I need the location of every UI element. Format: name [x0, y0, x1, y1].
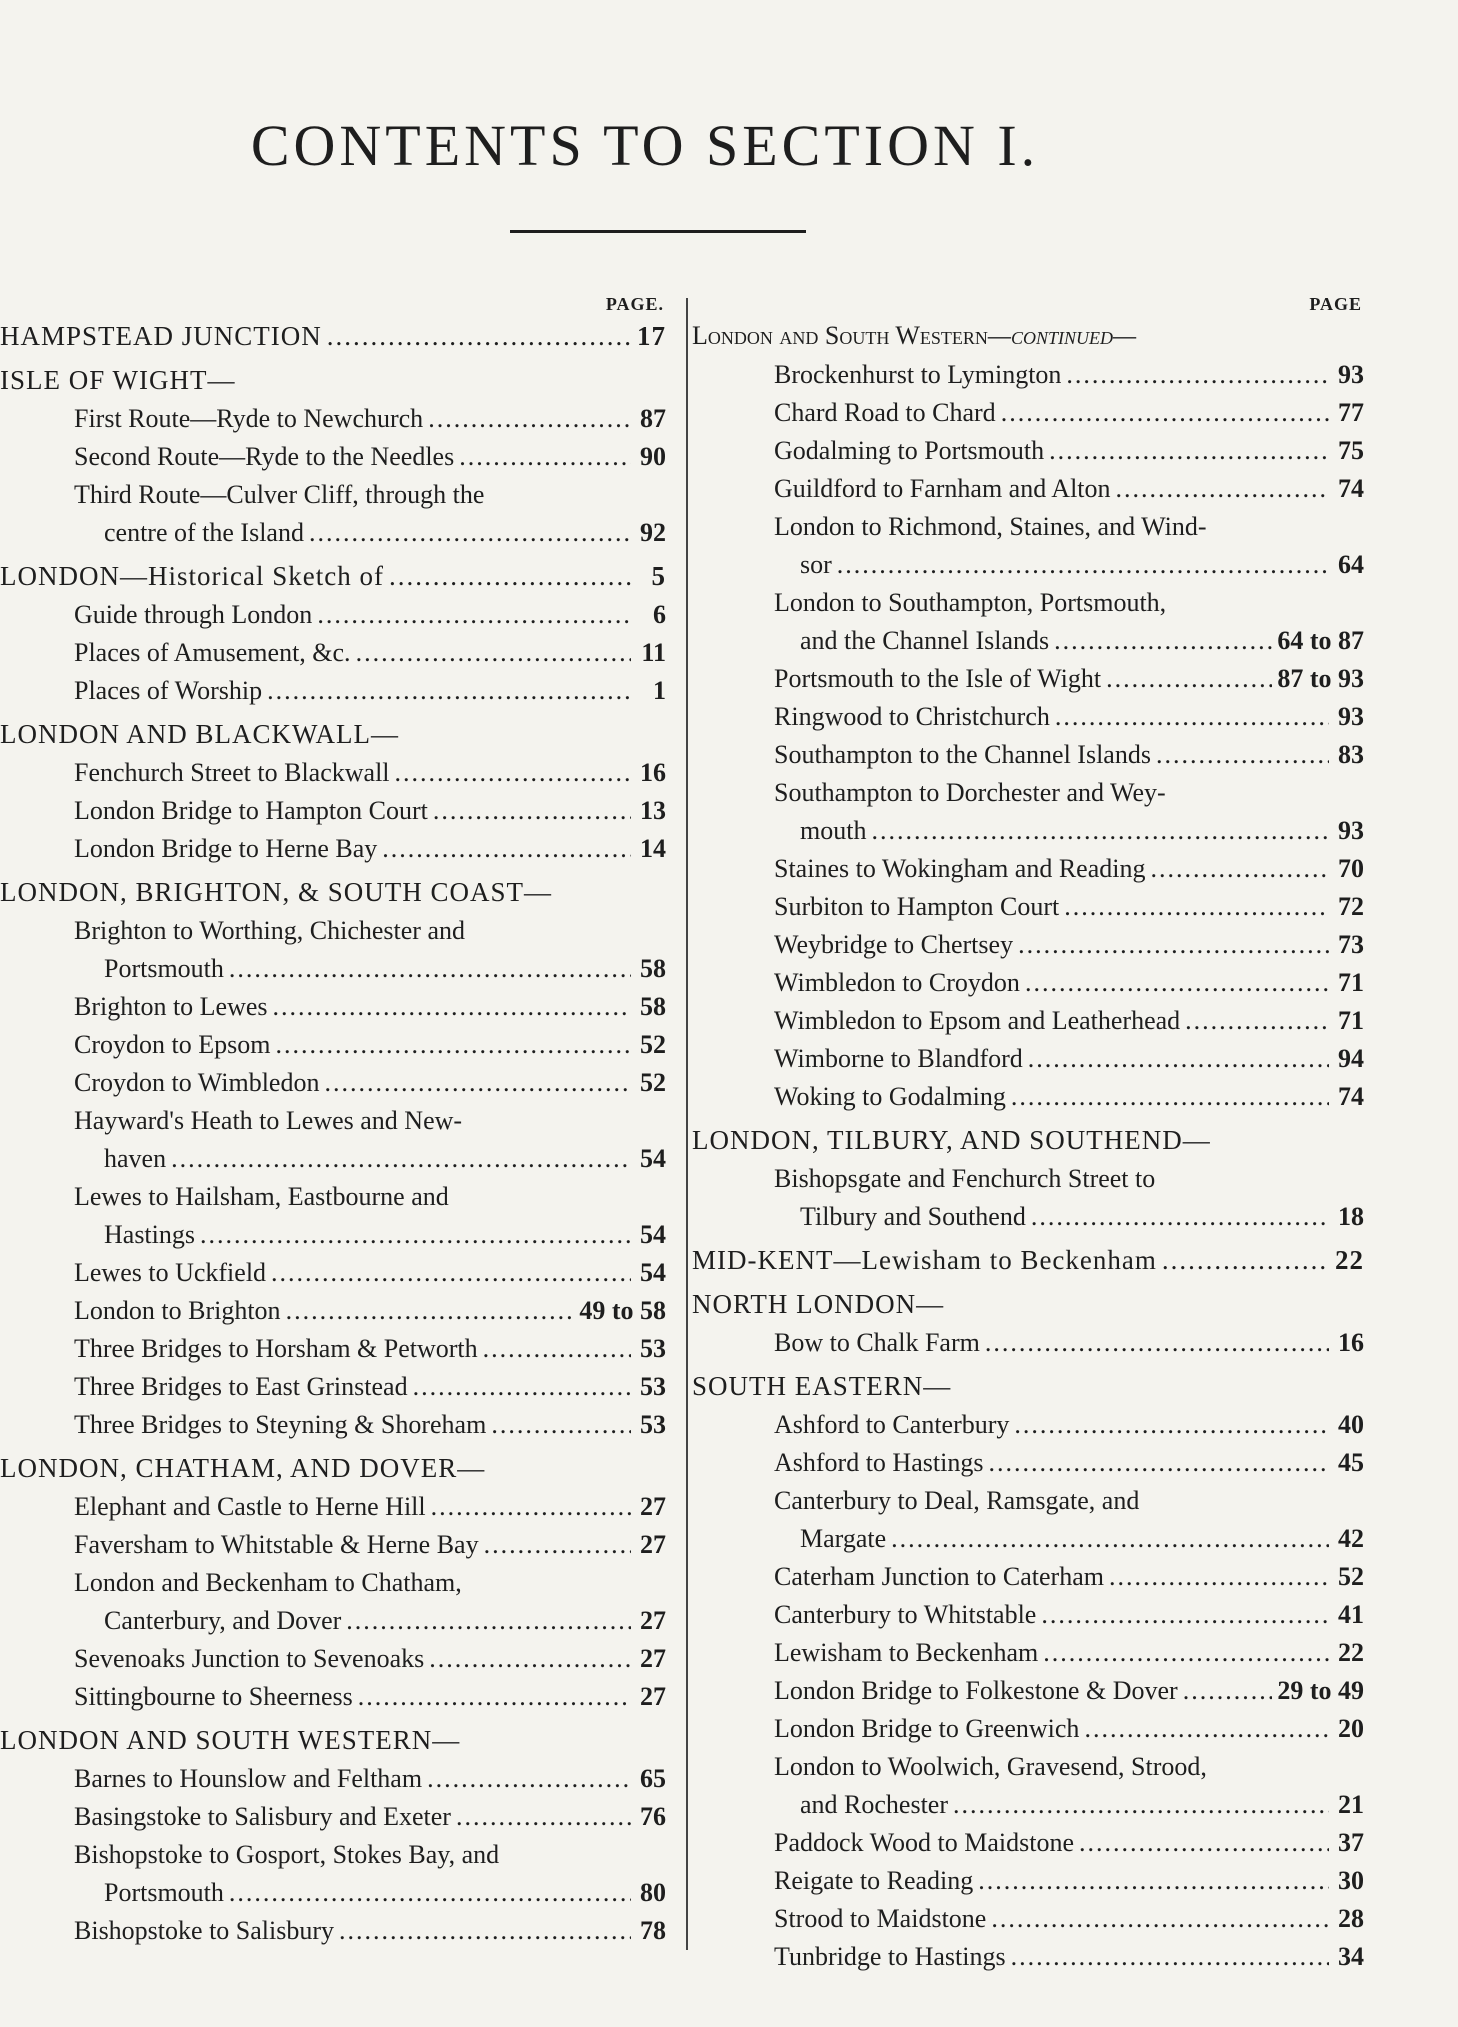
page-number: 71: [1338, 1006, 1364, 1035]
section-heading: [692, 1240, 1364, 1280]
dot-leader: [358, 1678, 631, 1716]
toc-entry: [692, 356, 1364, 394]
entry-label: Second Route—Ryde to the Needles: [74, 442, 455, 471]
entry-label: Basingstoke to Salisbury and Exeter: [74, 1802, 451, 1831]
entry-label: and the Channel Islands: [800, 626, 1050, 655]
section-heading-text: LONDON AND SOUTH WESTERN—: [0, 1725, 461, 1755]
entry-label: Guide through London: [74, 600, 313, 629]
entry-label: Caterham Junction to Caterham: [774, 1562, 1104, 1591]
dot-leader: [456, 1798, 631, 1836]
page-number: 71: [1338, 968, 1364, 997]
section-heading-text: ISLE OF WIGHT—: [0, 365, 236, 395]
entry-line: Southampton to Dorchester and Wey-: [774, 778, 1166, 807]
page-number: 16: [640, 758, 666, 787]
toc-entry: [0, 1526, 666, 1564]
entry-label: mouth: [800, 816, 867, 845]
toc-entry: [0, 438, 666, 476]
toc-entry: [0, 596, 666, 634]
toc-entry: [0, 1292, 666, 1330]
dot-leader: [491, 1406, 631, 1444]
dot-leader: [428, 400, 631, 438]
dot-leader: [991, 1900, 1329, 1938]
dot-leader: [1055, 698, 1329, 736]
entry-label: Tilbury and Southend: [800, 1202, 1026, 1231]
page-number: 78: [640, 1916, 666, 1945]
entry-line: London to Southampton, Portsmouth,: [774, 588, 1167, 617]
toc-entry: [0, 792, 666, 830]
section-heading-text: SOUTH EASTERN—: [692, 1371, 952, 1401]
dot-leader: [309, 514, 631, 552]
entry-label: First Route—Ryde to Newchurch: [74, 404, 424, 433]
entry-label: Strood to Maidstone: [774, 1904, 987, 1933]
page-number: 22: [1338, 1638, 1364, 1667]
page-title: CONTENTS TO SECTION I.: [250, 113, 1040, 178]
page-number: 87 to 93: [1277, 664, 1364, 693]
toc-entry: [692, 394, 1364, 432]
entry-line: Third Route—Culver Cliff, through the: [74, 480, 485, 509]
entry-label: Places of Worship: [74, 676, 263, 705]
dot-leader: [1162, 1240, 1329, 1280]
page-number: 54: [640, 1220, 666, 1249]
entry-line: Lewes to Hailsham, Eastbourne and: [74, 1182, 449, 1211]
dot-leader: [339, 1912, 631, 1950]
toc-entry: [0, 1760, 666, 1798]
entry-label: Sevenoaks Junction to Sevenoaks: [74, 1644, 425, 1673]
dot-leader: [1043, 1634, 1329, 1672]
page-number: 87: [640, 404, 666, 433]
entry-label: Staines to Wokingham and Reading: [774, 854, 1146, 883]
toc-entry: [692, 1900, 1364, 1938]
dot-leader: [1054, 622, 1272, 660]
page-number: 16: [1338, 1328, 1364, 1357]
section-heading-text: LONDON, CHATHAM, AND DOVER—: [0, 1453, 486, 1483]
dot-leader: [1041, 1596, 1329, 1634]
toc-entry: [0, 1406, 666, 1444]
page-number: 58: [640, 954, 666, 983]
toc-entry: [692, 1324, 1364, 1362]
toc-entry: [0, 1064, 666, 1102]
section-heading-text: LONDON, BRIGHTON, & SOUTH COAST—: [0, 877, 553, 907]
page-number: 83: [1338, 740, 1364, 769]
entry-label: Bow to Chalk Farm: [774, 1328, 980, 1357]
page-number: 27: [640, 1606, 666, 1635]
entry-line: Bishopstoke to Gosport, Stokes Bay, and: [74, 1840, 500, 1869]
toc-entry: [692, 470, 1364, 508]
toc-entry: [692, 1558, 1364, 1596]
dot-leader: [1018, 926, 1329, 964]
page-number: 37: [1338, 1828, 1364, 1857]
page-number: 29 to 49: [1277, 1676, 1364, 1705]
dot-leader: [275, 1026, 631, 1064]
dot-leader: [229, 1874, 631, 1912]
entry-label: Croydon to Epsom: [74, 1030, 271, 1059]
entry-label: Brockenhurst to Lymington: [774, 360, 1062, 389]
toc-entry: [692, 1938, 1364, 1976]
entry-label: Weybridge to Chertsey: [774, 930, 1014, 959]
page-number: 27: [640, 1682, 666, 1711]
dot-leader: [267, 672, 631, 710]
page-number: 45: [1338, 1448, 1364, 1477]
section-heading-text: NORTH LONDON—: [692, 1289, 945, 1319]
dot-leader: [1031, 1198, 1329, 1236]
entry-label: Portsmouth to the Isle of Wight: [774, 664, 1102, 693]
page-number: 64: [1338, 550, 1364, 579]
section-heading: [692, 1284, 1364, 1324]
toc-entry: [0, 1912, 666, 1950]
toc-entry: [692, 698, 1364, 736]
toc-entry: [0, 754, 666, 792]
entry-label: Surbiton to Hampton Court: [774, 892, 1060, 921]
dot-leader: [1106, 660, 1272, 698]
entry-label: Three Bridges to Horsham & Petworth: [74, 1334, 478, 1363]
page-number: 27: [640, 1644, 666, 1673]
dot-leader: [431, 1488, 631, 1526]
dot-leader: [356, 634, 631, 672]
entry-label: Faversham to Whitstable & Herne Bay: [74, 1530, 479, 1559]
dot-leader: [1066, 356, 1329, 394]
toc-entry: [0, 1874, 666, 1912]
page-number: 42: [1338, 1524, 1364, 1553]
entry-line: Brighton to Worthing, Chichester and: [74, 916, 465, 945]
dot-leader: [1116, 470, 1329, 508]
section-heading: [692, 1366, 1364, 1406]
entry-label: Wimbledon to Croydon: [774, 968, 1020, 997]
dot-leader: [413, 1368, 631, 1406]
entry-label: sor: [800, 550, 832, 579]
dot-leader: [171, 1140, 631, 1178]
entry-label: Ashford to Hastings: [774, 1448, 984, 1477]
page-number: 64 to 87: [1277, 626, 1364, 655]
section-heading-continued: —continued—: [987, 321, 1137, 350]
section-heading: [0, 872, 666, 912]
toc-entry: [692, 1710, 1364, 1748]
toc-entry: [0, 1678, 666, 1716]
page-number: 74: [1338, 474, 1364, 503]
entry-label: Barnes to Hounslow and Feltham: [74, 1764, 423, 1793]
toc-entry: [692, 660, 1364, 698]
dot-leader: [837, 546, 1329, 584]
dot-leader: [1151, 850, 1330, 888]
page-column-label: PAGE: [1309, 294, 1362, 314]
page-number: 92: [640, 518, 666, 547]
toc-entry: [692, 1444, 1364, 1482]
page-number: 52: [640, 1030, 666, 1059]
entry-label: Margate: [800, 1524, 887, 1553]
entry-label: Godalming to Portsmouth: [774, 436, 1045, 465]
page-number: 27: [640, 1530, 666, 1559]
entry-label: Croydon to Wimbledon: [74, 1068, 320, 1097]
entry-label: Elephant and Castle to Herne Hill: [74, 1492, 426, 1521]
dot-leader: [985, 1324, 1329, 1362]
entry-label: and Rochester: [800, 1790, 949, 1819]
page-number: 11: [641, 638, 666, 667]
entry-label: Three Bridges to Steyning & Shoreham: [74, 1410, 487, 1439]
entry-line: Bishopsgate and Fenchurch Street to: [774, 1164, 1156, 1193]
page-number: 49 to 58: [579, 1296, 666, 1325]
toc-entry: [692, 1824, 1364, 1862]
entry-label: Places of Amusement, &c.: [74, 638, 351, 667]
page-number: 73: [1338, 930, 1364, 959]
dot-leader: [327, 316, 631, 356]
toc-entry: [692, 850, 1364, 888]
entry-line: Canterbury to Deal, Ramsgate, and: [774, 1486, 1140, 1515]
page-number: 75: [1338, 436, 1364, 465]
section-heading: [692, 1120, 1364, 1160]
page-number: 1: [653, 676, 666, 705]
entry-label: centre of the Island: [104, 518, 304, 547]
toc-entry: [692, 888, 1364, 926]
toc-entry: [692, 926, 1364, 964]
dot-leader: [286, 1292, 575, 1330]
page-number: 21: [1338, 1790, 1364, 1819]
page-number: 70: [1338, 854, 1364, 883]
toc-entry: [692, 432, 1364, 470]
toc-entry: [0, 950, 666, 988]
toc-entry: [0, 1798, 666, 1836]
entry-label: Lewes to Uckfield: [74, 1258, 267, 1287]
entry-label: Southampton to the Channel Islands: [774, 740, 1151, 769]
dot-leader: [483, 1330, 631, 1368]
page-number: 74: [1338, 1082, 1364, 1111]
toc-entry: [692, 964, 1364, 1002]
toc-entry: [692, 1198, 1364, 1236]
entry-label: Chard Road to Chard: [774, 398, 996, 427]
section-heading: [0, 556, 666, 596]
entry-label: Guildford to Farnham and Alton: [774, 474, 1111, 503]
section-heading-text: LONDON AND BLACKWALL—: [0, 719, 399, 749]
toc-entry: [0, 672, 666, 710]
page-number: 13: [640, 796, 666, 825]
toc-entry: [0, 400, 666, 438]
dot-leader: [1028, 1040, 1329, 1078]
page-number: 54: [640, 1144, 666, 1173]
right-column: [692, 292, 1364, 1976]
dot-leader: [427, 1760, 631, 1798]
page-number: 53: [640, 1334, 666, 1363]
entry-label: Brighton to Lewes: [74, 992, 268, 1021]
dot-leader: [1025, 964, 1329, 1002]
toc-entry: [692, 1406, 1364, 1444]
toc-entry: [692, 1596, 1364, 1634]
entry-label: Canterbury to Whitstable: [774, 1600, 1037, 1629]
entry-label: London Bridge to Herne Bay: [74, 834, 378, 863]
entry-line: London and Beckenham to Chatham,: [74, 1568, 462, 1597]
page-number: 30: [1338, 1866, 1364, 1895]
page-number: 77: [1338, 398, 1364, 427]
entry-label: MID-KENT—Lewisham to Beckenham: [692, 1245, 1157, 1275]
page-number: 28: [1338, 1904, 1364, 1933]
toc-entry: [692, 1040, 1364, 1078]
dot-leader: [389, 556, 631, 596]
page-number: 17: [637, 321, 666, 351]
dot-leader: [1064, 888, 1329, 926]
dot-leader: [1049, 432, 1329, 470]
entry-label: London Bridge to Folkestone & Dover: [774, 1676, 1178, 1705]
page-number: 76: [640, 1802, 666, 1831]
section-heading: [0, 1448, 666, 1488]
page-number: 52: [640, 1068, 666, 1097]
page-number: 27: [640, 1492, 666, 1521]
entry-label: Wimborne to Blandford: [774, 1044, 1023, 1073]
page-number: 53: [640, 1372, 666, 1401]
page-number: 94: [1338, 1044, 1364, 1073]
entry-label: LONDON—Historical Sketch of: [0, 561, 384, 591]
page-number: 41: [1338, 1600, 1364, 1629]
page-number: 40: [1338, 1410, 1364, 1439]
dot-leader: [273, 988, 631, 1026]
page-number: 90: [640, 442, 666, 471]
toc-entry: [692, 1078, 1364, 1116]
dot-leader: [346, 1602, 631, 1640]
page-column-label: PAGE.: [605, 294, 664, 314]
dot-leader: [317, 596, 631, 634]
toc-entry: [0, 1026, 666, 1064]
section-heading: [0, 360, 666, 400]
section-heading: [0, 1720, 666, 1760]
page-number: 6: [653, 600, 666, 629]
dot-leader: [988, 1444, 1329, 1482]
page-number: 34: [1338, 1942, 1364, 1971]
dot-leader: [1156, 736, 1329, 774]
entry-label: Ashford to Canterbury: [774, 1410, 1010, 1439]
page-number: 93: [1338, 816, 1364, 845]
toc-entry: [0, 1368, 666, 1406]
page-number: 93: [1338, 702, 1364, 731]
page-number: 18: [1338, 1202, 1364, 1231]
entry-label: Sittingbourne to Sheerness: [74, 1682, 353, 1711]
section-heading-text: LONDON, TILBURY, AND SOUTHEND—: [692, 1125, 1211, 1155]
entry-line: London to Woolwich, Gravesend, Strood,: [774, 1752, 1207, 1781]
toc-entry: [692, 622, 1364, 660]
toc-entry: [0, 1640, 666, 1678]
dot-leader: [871, 812, 1329, 850]
dot-leader: [271, 1254, 631, 1292]
dot-leader: [1011, 1078, 1329, 1116]
dot-leader: [1014, 1406, 1329, 1444]
entry-label: Portsmouth: [104, 1878, 224, 1907]
left-column: [0, 292, 666, 1950]
page-number: 72: [1338, 892, 1364, 921]
entry-label: Reigate to Reading: [774, 1866, 974, 1895]
entry-label: London Bridge to Greenwich: [774, 1714, 1080, 1743]
toc-entry: [0, 1140, 666, 1178]
dot-leader: [1183, 1672, 1273, 1710]
toc-entry: [0, 1216, 666, 1254]
page-number: 5: [651, 561, 666, 591]
entry-label: Wimbledon to Epsom and Leatherhead: [774, 1006, 1181, 1035]
toc-entry: [0, 1254, 666, 1292]
toc-entry: [0, 1602, 666, 1640]
page-number: 20: [1338, 1714, 1364, 1743]
dot-leader: [324, 1064, 631, 1102]
dot-leader: [1185, 1002, 1329, 1040]
toc-entry: [0, 634, 666, 672]
entry-label: HAMPSTEAD JUNCTION: [0, 321, 322, 351]
entry-label: Portsmouth: [104, 954, 224, 983]
toc-entry: [692, 736, 1364, 774]
entry-line: London to Richmond, Staines, and Wind-: [774, 512, 1207, 541]
entry-label: Fenchurch Street to Blackwall: [74, 758, 390, 787]
dot-leader: [1001, 394, 1329, 432]
section-heading-text: London and South Western: [692, 321, 988, 350]
dot-leader: [429, 1640, 631, 1678]
entry-label: London Bridge to Hampton Court: [74, 796, 428, 825]
dot-leader: [484, 1526, 631, 1564]
section-heading: [0, 714, 666, 754]
page-number: 14: [640, 834, 666, 863]
dot-leader: [1011, 1938, 1329, 1976]
page-number: 52: [1338, 1562, 1364, 1591]
toc-entry: [692, 812, 1364, 850]
toc-entry: [0, 988, 666, 1026]
dot-leader: [433, 792, 631, 830]
entry-label: Three Bridges to East Grinstead: [74, 1372, 408, 1401]
toc-entry: [0, 830, 666, 868]
entry-label: Woking to Godalming: [774, 1082, 1006, 1111]
entry-label: Hastings: [104, 1220, 195, 1249]
dot-leader: [229, 950, 631, 988]
dot-leader: [1109, 1558, 1329, 1596]
page-number: 65: [640, 1764, 666, 1793]
toc-entry: [692, 1634, 1364, 1672]
toc-entry: [0, 514, 666, 552]
page-number: 80: [640, 1878, 666, 1907]
toc-entry: [0, 1330, 666, 1368]
entry-label: London to Brighton: [74, 1296, 281, 1325]
page-number: 93: [1338, 360, 1364, 389]
entry-label: Paddock Wood to Maidstone: [774, 1828, 1075, 1857]
entry-label: Ringwood to Christchurch: [774, 702, 1050, 731]
toc-entry: [692, 1862, 1364, 1900]
dot-leader: [200, 1216, 631, 1254]
entry-label: Bishopstoke to Salisbury: [74, 1916, 335, 1945]
toc-entry: [692, 1672, 1364, 1710]
dot-leader: [978, 1862, 1329, 1900]
dot-leader: [891, 1520, 1329, 1558]
entry-label: Canterbury, and Dover: [104, 1606, 342, 1635]
page-number: 22: [1335, 1245, 1364, 1275]
page-number: 54: [640, 1258, 666, 1287]
toc-entry: [692, 1520, 1364, 1558]
toc-entry: [692, 546, 1364, 584]
toc-entry: [0, 1488, 666, 1526]
dot-leader: [395, 754, 631, 792]
section-heading: [0, 316, 666, 356]
toc-entry: [692, 1002, 1364, 1040]
page-number: 53: [640, 1410, 666, 1439]
section-heading: [692, 316, 1364, 356]
column-divider: [686, 298, 688, 1950]
entry-label: haven: [104, 1144, 167, 1173]
entry-label: Lewisham to Beckenham: [774, 1638, 1039, 1667]
title-rule: [510, 230, 806, 233]
dot-leader: [1079, 1824, 1329, 1862]
dot-leader: [953, 1786, 1329, 1824]
toc-entry: [692, 1786, 1364, 1824]
dot-leader: [382, 830, 631, 868]
dot-leader: [1084, 1710, 1329, 1748]
page-number: 58: [640, 992, 666, 1021]
dot-leader: [459, 438, 631, 476]
entry-label: Tunbridge to Hastings: [774, 1942, 1006, 1971]
entry-line: Hayward's Heath to Lewes and New-: [74, 1106, 463, 1135]
